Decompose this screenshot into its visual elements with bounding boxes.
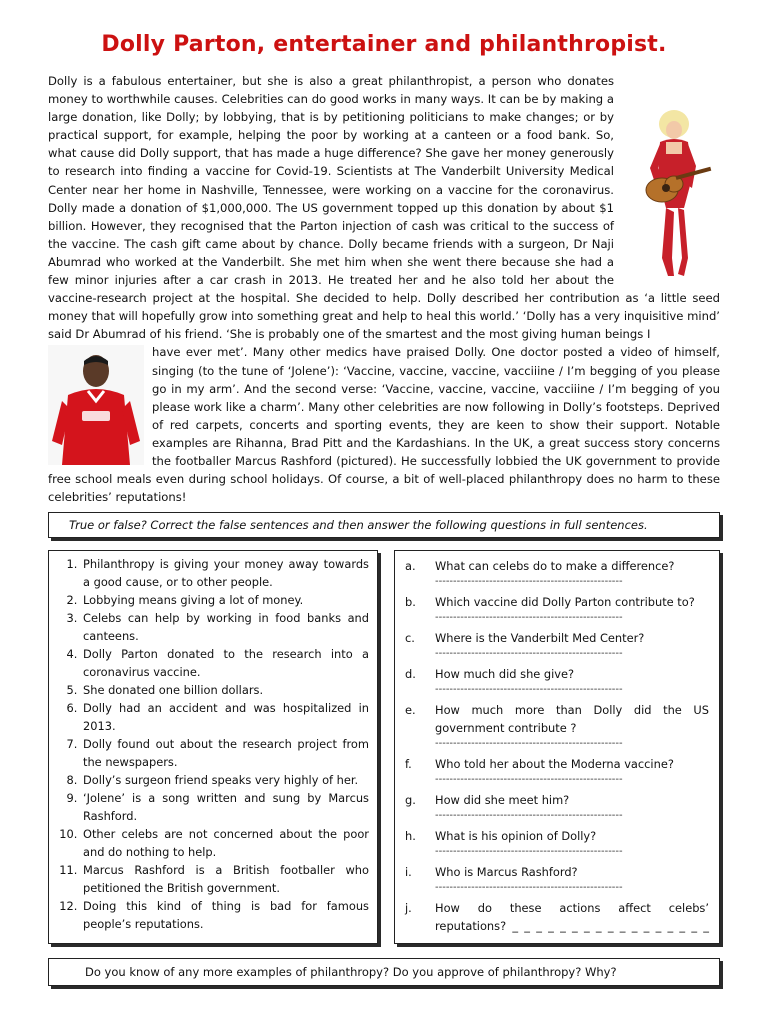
question-text: How did she meet him? [435, 793, 570, 807]
question-item [405, 593, 709, 625]
question-letter: i. [405, 865, 412, 879]
true-false-item: 2. Lobbying means giving a lot of money. [81, 591, 369, 609]
question-text: Who is Marcus Rashford? [435, 865, 578, 879]
questions-list [395, 551, 719, 935]
answer-line[interactable]: ---------------------------------------------------- [435, 810, 623, 821]
question-letter: g. [405, 793, 416, 807]
marcus-rashford-photo [48, 345, 144, 465]
true-false-item: 5. She donated one billion dollars. [81, 681, 369, 699]
closing-question: Do you know of any more examples of philanthropy? Do you approve of philanthropy? Why? [85, 965, 617, 979]
question-text: How much more than Dolly did the US government contribute ? [435, 703, 709, 735]
true-false-item: 6. Dolly had an accident and was hospitalized in 2013. [81, 699, 369, 735]
question-text: Where is the Vanderbilt Med Center? [435, 631, 645, 645]
question-item [405, 899, 709, 935]
article-paragraph-1: Dolly is a fabulous entertainer, but she is also a great philanthropist, a person who donates money to worthwhile causes. Celebrities can do good works in many ways. It can be by making a large donation, like Dolly; by lobbying, that is by petitioning politicians to make changes; or by practical support, for example, helping the poor by working at a canteen or a food bank. So, what cause did Dolly support, that has made a huge difference? She gave her money generously to research into finding a vaccine for Covid-19. Scientists at The Vanderbilt University Medical Center near her home in Nashville, Tennessee, were working on a vaccine for the coronavirus. Dolly made a donation of $1,000,000. The US government topped up this donation by about $1 billion. However, they recognised that the Parton injection of cash was critical to the success of the vaccine. The cash gift came about by chance. Dolly became friends with a surgeon, Dr Naji Abumrad who worked at the Vanderbilt. She met him when she went there because she had a few minor injuries after a car crash in 2013. He treated her and he also told her about the vaccine-research project at the hospital. She decided to help. Dolly described her contribution as ‘a little seed money that will hopefully grow into something great and help to heal this world.’ ‘Dolly has a very inquisitive mind’ said Dr Abumrad of his friend. ‘She is probably one of the smartest and the most giving human beings I [48, 74, 720, 342]
true-false-item: 4. Dolly Parton donated to the research into a coronavirus vaccine. [81, 645, 369, 681]
dolly-parton-photo [622, 108, 720, 280]
true-false-item: 11. Marcus Rashford is a British footballer who petitioned the British government. [81, 861, 369, 897]
true-false-item: 12. Doing this kind of thing is bad for famous people’s reputations. [81, 897, 369, 933]
answer-line[interactable]: ---------------------------------------------------- [435, 576, 623, 587]
answer-line[interactable]: ---------------------------------------------------- [435, 774, 623, 785]
question-text: What is his opinion of Dolly? [435, 829, 597, 843]
question-item [405, 665, 709, 697]
question-item [405, 827, 709, 859]
question-letter: b. [405, 595, 416, 609]
true-false-list [49, 555, 369, 933]
true-false-box [48, 550, 378, 944]
closing-box [48, 958, 720, 986]
question-text: Which vaccine did Dolly Parton contribute to? [435, 595, 695, 609]
question-item [405, 791, 709, 823]
question-letter: h. [405, 829, 416, 843]
questions-box [394, 550, 720, 944]
question-letter: j. [405, 901, 412, 915]
question-letter: e. [405, 703, 416, 717]
true-false-item: 7. Dolly found out about the research project from the newspapers. [81, 735, 369, 771]
true-false-item: 3. Celebs can help by working in food banks and canteens. [81, 609, 369, 645]
answer-line[interactable]: ---------------------------------------------------- [435, 648, 623, 659]
true-false-item: 10. Other celebs are not concerned about the poor and do nothing to help. [81, 825, 369, 861]
question-letter: a. [405, 559, 416, 573]
question-letter: d. [405, 667, 416, 681]
true-false-item: 1. Philanthropy is giving your money away towards a good cause, or to other people. [81, 555, 369, 591]
page-title: Dolly Parton, entertainer and philanthropist. [101, 32, 667, 57]
question-text: What can celebs do to make a difference? [435, 559, 675, 573]
question-letter: c. [405, 631, 415, 645]
question-text: How much did she give? [435, 667, 575, 681]
answer-line[interactable]: ---------------------------------------------------- [435, 738, 623, 749]
true-false-item: 8. Dolly’s surgeon friend speaks very highly of her. [81, 771, 369, 789]
question-item [405, 755, 709, 787]
true-false-item: 9. ‘Jolene’ is a song written and sung by Marcus Rashford. [81, 789, 369, 825]
answer-line[interactable]: ---------------------------------------------------- [435, 684, 623, 695]
instructions-text: True or false? Correct the false sentences and then answer the following questions in full sentences. [69, 518, 648, 532]
question-text: Who told her about the Moderna vaccine? [435, 757, 674, 771]
question-text: How do these actions affect celebs’ reputations? _ _ _ _ _ _ _ _ _ _ _ _ _ _ _ _ _ [435, 901, 709, 933]
answer-line[interactable]: ---------------------------------------------------- [435, 846, 623, 857]
question-item [405, 863, 709, 895]
question-item [405, 701, 709, 751]
answer-line[interactable]: ---------------------------------------------------- [435, 612, 623, 623]
question-letter: f. [405, 757, 412, 771]
question-item [405, 557, 709, 589]
article-text [48, 72, 720, 506]
article-paragraph-2: have ever met’. Many other medics have praised Dolly. One doctor posted a video of himself, singing (to the tune of ‘Jolene’): ‘Vaccine, vaccine, vaccine, vacciiine / I’m begging of you please go in my arm’. And the second verse: ‘Vaccine, vaccine, vaccine, vacciiine / I’m begging of you please work like a charm’. Many other celebrities are now following in Dolly’s footsteps. Deprived of red carpets, concerts and sporting events, they are keen to show their support. Notable examples are Rihanna, Brad Pitt and the Kardashians. In the UK, a great success story concerns the footballer Marcus Rashford (pictured). He successfully lobbied the UK government to provide free school meals even during school holidays. Of course, a bit of well-placed philanthropy does no harm to these celebrities’ reputations! [48, 345, 720, 505]
instructions-box [48, 512, 720, 538]
question-item [405, 629, 709, 661]
answer-line[interactable]: ---------------------------------------------------- [435, 882, 623, 893]
